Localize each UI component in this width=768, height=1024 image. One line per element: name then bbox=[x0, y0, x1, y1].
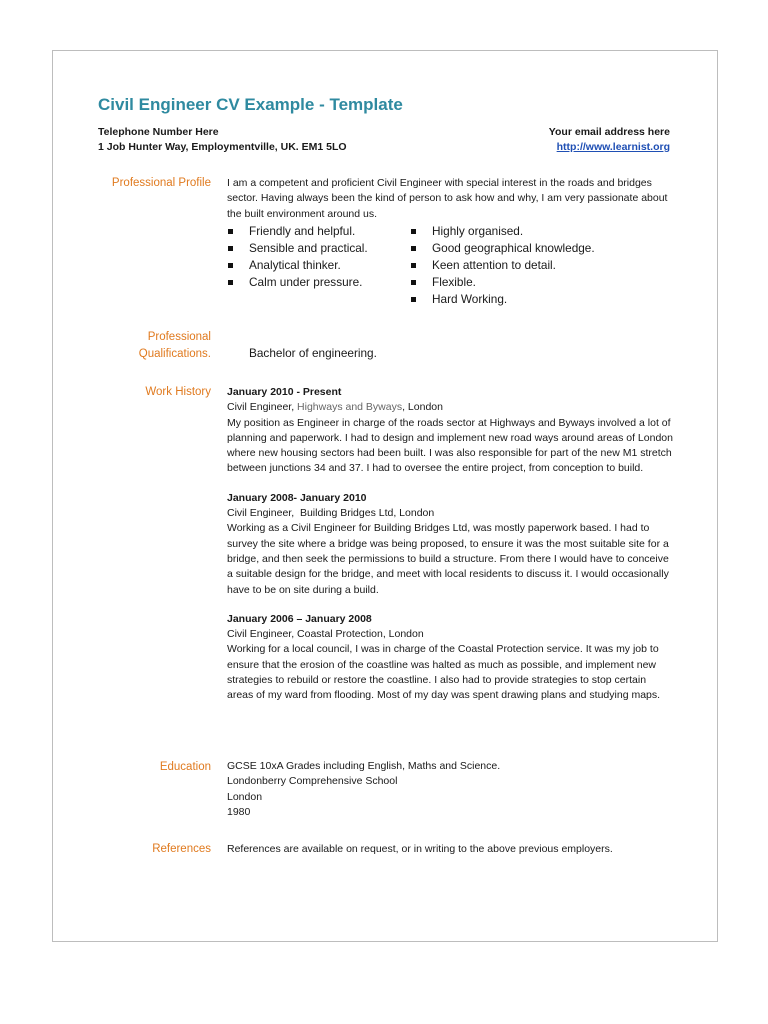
contact-right bbox=[549, 125, 670, 155]
bullet-icon bbox=[411, 246, 416, 251]
education-content bbox=[227, 759, 673, 820]
job-entry bbox=[227, 385, 673, 477]
bullet-icon bbox=[411, 280, 416, 285]
skill-item: Highly organised. bbox=[410, 223, 650, 240]
document-title: Civil Engineer CV Example - Template bbox=[98, 95, 403, 114]
qualifications-label: Professional Qualifications. bbox=[138, 331, 211, 360]
job-description: My position as Engineer in charge of the roads sector at Highways and Byways involved a lot of planning and paperwork. I had to design and implement new road ways around areas of London where new housing sectors had been built. I was also responsible for part of the new M1 stretch between junctions 34 and 37. I had to oversee the entire project, from conception to build. bbox=[227, 416, 673, 475]
references-label: References bbox=[152, 843, 211, 855]
address-text: 1 Job Hunter Way, Employmentville, UK. EM1 5LO bbox=[98, 141, 347, 153]
job-date: January 2008- January 2010 bbox=[227, 491, 367, 504]
education-line: 1980 bbox=[227, 805, 251, 818]
skill-item: Sensible and practical. bbox=[227, 240, 410, 257]
job-title: Civil Engineer, Coastal Protection, London bbox=[227, 628, 424, 641]
phone-text: Telephone Number Here bbox=[98, 126, 219, 138]
skill-item: Good geographical knowledge. bbox=[410, 240, 650, 257]
qualifications-text: Bachelor of engineering. bbox=[249, 346, 377, 360]
skill-item: Flexible. bbox=[410, 274, 650, 291]
job-entry bbox=[227, 491, 673, 598]
job-date: January 2010 - Present bbox=[227, 386, 342, 398]
skill-item: Keen attention to detail. bbox=[410, 257, 650, 274]
skill-item: Friendly and helpful. bbox=[227, 223, 410, 240]
job-description: Working for a local council, I was in charge of the Coastal Protection service. It was my job to ensure that the erosion of the coastline was halted as much as possible, and implement new strategies to rebuild or restore the coastline. I also had to provide strategies to stop certain areas of my ward from flooding. Most of my day was spent drawing plans and studying maps. bbox=[227, 643, 661, 702]
skills-list bbox=[227, 223, 673, 308]
profile-text: I am a competent and proficient Civil Engineer with special interest in the roads and bridges sector. Having always been the kind of person to ask how and why, I am very passionate about the built environment around us. bbox=[227, 177, 668, 220]
email-text: Your email address here bbox=[548, 126, 670, 138]
bullet-icon bbox=[411, 297, 416, 302]
education-line: London bbox=[227, 790, 263, 803]
job-description: Working as a Civil Engineer for Building Bridges Ltd, was mostly paperwork based. I had to survey the site where a bridge was being proposed, to ensure it was the most suitable site for a bridge, and then seek the permissions to build a structure. From there I would have to conceive a suitable design for the bridge, and meet with local residents to discuss it. I would occasionally have to be on site during a build. bbox=[227, 522, 669, 596]
job-entry bbox=[227, 612, 673, 704]
contact-left bbox=[98, 125, 347, 155]
job-date: January 2006 – January 2008 bbox=[227, 612, 372, 625]
work-history-content bbox=[227, 385, 673, 718]
bullet-icon bbox=[228, 229, 233, 234]
education-label: Education bbox=[159, 761, 211, 773]
cv-page bbox=[52, 50, 718, 942]
bullet-icon bbox=[411, 229, 416, 234]
bullet-icon bbox=[228, 280, 233, 285]
profile-label: Professional Profile bbox=[111, 177, 211, 189]
education-line: Londonberry Comprehensive School bbox=[227, 775, 398, 788]
skill-item: Analytical thinker. bbox=[227, 257, 410, 274]
education-line: GCSE 10xA Grades including English, Maths and Science. bbox=[227, 760, 501, 772]
bullet-icon bbox=[228, 263, 233, 268]
bullet-icon bbox=[411, 263, 416, 268]
skills-column-right bbox=[410, 223, 650, 308]
job-title: Civil Engineer, Highways and Byways, London bbox=[227, 401, 443, 414]
website-link[interactable]: http://www.learnist.org bbox=[556, 141, 670, 153]
profile-content bbox=[227, 176, 673, 308]
skills-column-left bbox=[227, 223, 410, 308]
bullet-icon bbox=[228, 246, 233, 251]
references-text: References are available on request, or in writing to the above previous employers. bbox=[227, 843, 613, 855]
skill-item: Calm under pressure. bbox=[227, 274, 410, 291]
skill-item: Hard Working. bbox=[410, 291, 650, 308]
work-history-label: Work History bbox=[145, 386, 211, 398]
job-title: Civil Engineer, Building Bridges Ltd, London bbox=[227, 507, 435, 520]
